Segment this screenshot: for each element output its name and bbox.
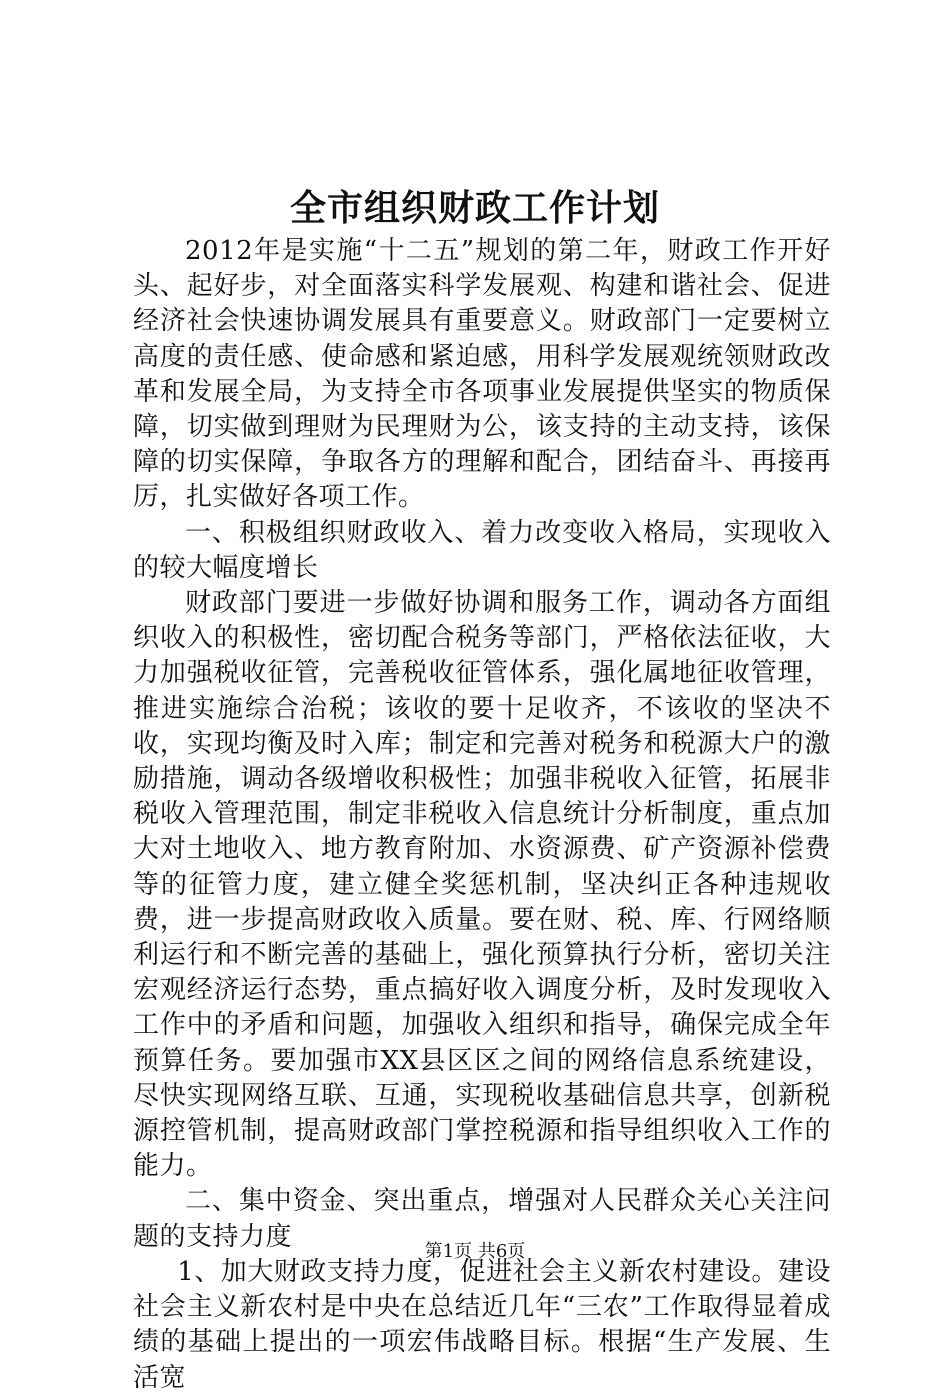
section-heading-2: 二、集中资金、突出重点，增强对人民群众关心关注问题的支持力度 [133, 1186, 831, 1252]
page-footer: 第1页 共6页 [424, 1241, 526, 1262]
document-body [133, 234, 831, 1396]
paragraph-intro: 2012年是实施“十二五”规划的第二年，财政工作开好头、起好步，对全面落实科学发展观、构建和谐社会、促进经济社会快速协调发展具有重要意义。财政部门一定要树立高度的责任感、使命感和紧迫感，用科学发展观统领财政改革和发展全局，为支持全市各项事业发展提供坚实的物质保障，切实做到理财为民理财为公，该支持的主动支持，该保障的切实保障，争取各方的理解和配合，团结奋斗、再接再厉，扎实做好各项工作。 [133, 236, 831, 513]
paragraph-section-1: 财政部门要进一步做好协调和服务工作，调动各方面组织收入的积极性，密切配合税务等部门，严格依法征收，大力加强税收征管，完善税收征管体系，强化属地征收管理，推进实施综合治税；该收的要十足收齐，不该收的坚决不收，实现均衡及时入库；制定和完善对税务和税源大户的激励措施，调动各级增收积极性；加强非税收入征管，拓展非税收入管理范围，制定非税收入信息统计分析制度，重点加大对土地收入、地方教育附加、水资源费、矿产资源补偿费等的征管力度，建立健全奖惩机制，坚决纠正各种违规收费，进一步提高财政收入质量。要在财、税、库、行网络顺利运行和不断完善的基础上，强化预算执行分析，密切关注宏观经济运行态势，重点搞好收入调度分析，及时发现收入工作中的矛盾和问题，加强收入组织和指导，确保完成全年预算任务。要加强市XX县区区之间的网络信息系统建设，尽快实现网络互联、互通，实现税收基础信息共享，创新税源控管机制，提高财政部门掌控税源和指导组织收入工作的能力。 [133, 588, 831, 1182]
document-title: 全市组织财政工作计划 [289, 187, 660, 229]
paragraph-item-1: 1、加大财政支持力度，促进社会主义新农村建设。建设社会主义新农村是中央在总结近几年“三农”工作取得显着成绩的基础上提出的一项宏伟战略目标。根据“生产发展、生活宽 [133, 1256, 831, 1393]
section-heading-1: 一、积极组织财政收入、着力改变收入格局，实现收入的较大幅度增长 [133, 517, 831, 583]
